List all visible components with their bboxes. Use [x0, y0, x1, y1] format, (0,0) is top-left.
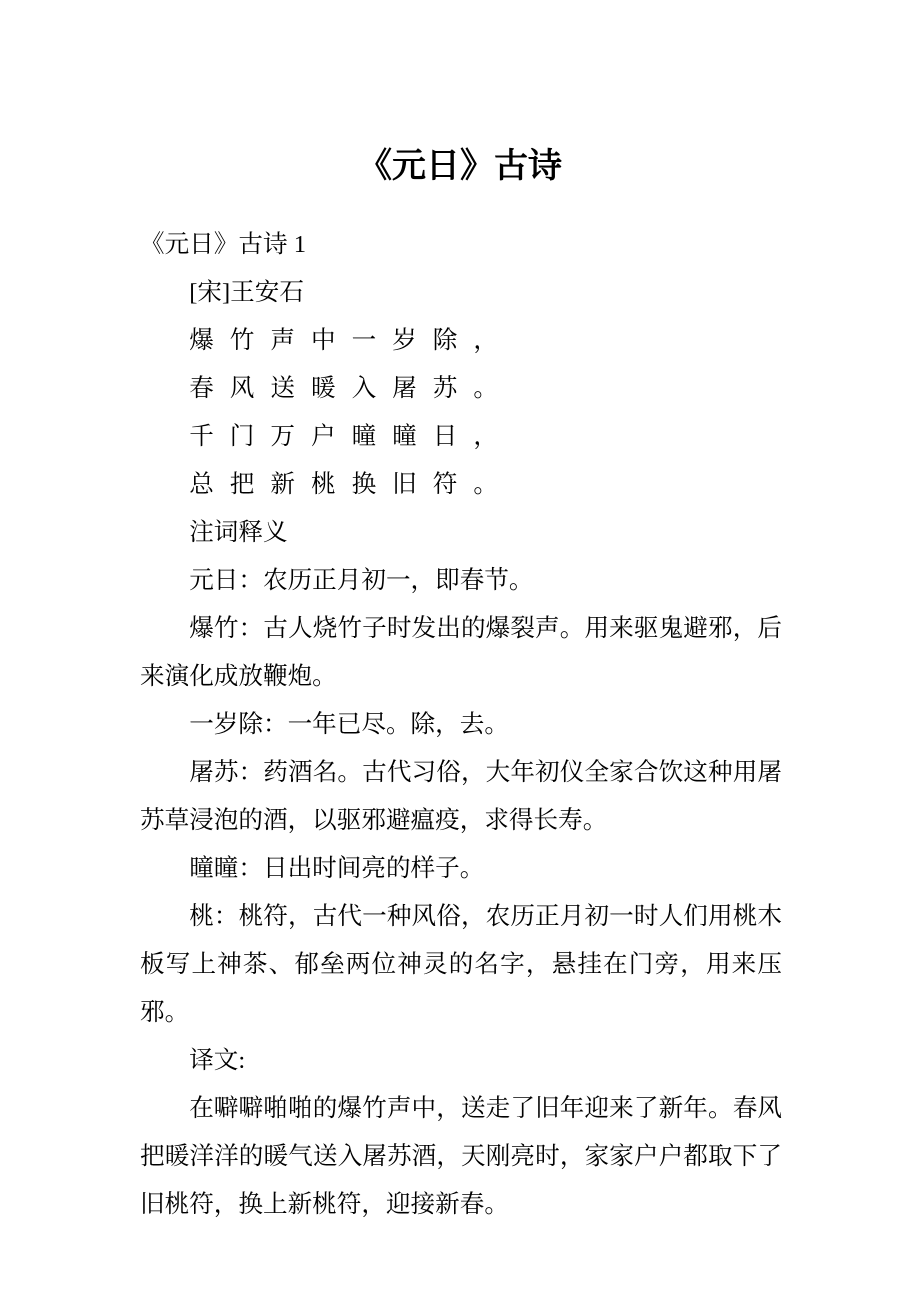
document-title: 《元日》古诗	[358, 148, 562, 185]
note-item: 元日：农历正月初一，即春节。	[189, 567, 534, 594]
document-body	[140, 221, 782, 1229]
poem-line: 春风送暖入屠苏。	[189, 375, 514, 402]
poem-line: 爆竹声中一岁除，	[189, 327, 514, 354]
note-item: 爆竹：古人烧竹子时发出的爆裂声。用来驱鬼避邪，后来演化成放鞭炮。	[140, 615, 782, 690]
translation-text: 在噼噼啪啪的爆竹声中，送走了旧年迎来了新年。春风把暖洋洋的暖气送入屠苏酒，天刚亮时，家家户户都取下了旧桃符，换上新桃符，迎接新春。	[140, 1095, 782, 1218]
translation-heading: 译文:	[189, 1047, 246, 1074]
note-item: 曈曈：日出时间亮的样子。	[189, 855, 485, 882]
note-item: 屠苏：药酒名。古代习俗，大年初仪全家合饮这种用屠苏草浸泡的酒，以驱邪避瘟疫，求得长寿。	[140, 759, 782, 834]
poem-line: 千门万户曈曈日，	[189, 423, 514, 450]
poem-line: 总把新桃换旧符。	[189, 471, 514, 498]
section-heading: 《元日》古诗 1	[140, 231, 307, 258]
poem-author: [宋]王安石	[189, 279, 304, 306]
notes-heading: 注词释义	[189, 519, 288, 546]
note-item: 桃：桃符，古代一种风俗，农历正月初一时人们用桃木板写上神茶、郁垒两位神灵的名字，悬挂在门旁，用来压邪。	[140, 903, 782, 1026]
note-item: 一岁除：一年已尽。除，去。	[189, 711, 509, 738]
